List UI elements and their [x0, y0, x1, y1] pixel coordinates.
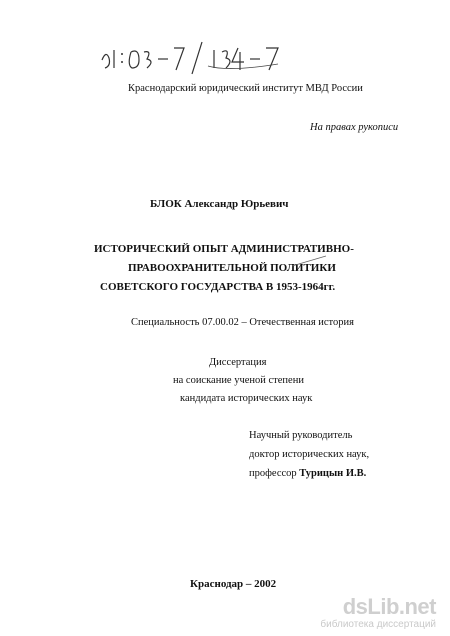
supervisor-name-line [249, 468, 366, 479]
dissertation-line-2: на соискание ученой степени [173, 375, 304, 386]
supervisor-title: профессор [249, 468, 297, 479]
handwritten-archive-number [98, 38, 308, 78]
city-year: Краснодар – 2002 [190, 578, 277, 590]
handwritten-note-drawing [98, 38, 308, 78]
supervisor-degree: доктор исторических наук, [249, 449, 370, 460]
institute-name: Краснодарский юридический институт МВД России [128, 83, 363, 94]
title-line-3: СОВЕТСКОГО ГОСУДАРСТВА В 1953-1964гг. [100, 281, 336, 293]
title-line-1: ИСТОРИЧЕСКИЙ ОПЫТ АДМИНИСТРАТИВНО- [94, 243, 354, 255]
specialty-line: Специальность 07.00.02 – Отечественная история [131, 317, 354, 328]
watermark [320, 594, 436, 630]
rights-note: На правах рукописи [310, 122, 399, 133]
dissertation-line-1: Диссертация [209, 357, 267, 368]
supervisor-name: Турицын И.В. [299, 468, 367, 479]
supervisor-role: Научный руководитель [249, 430, 353, 441]
dissertation-line-3: кандидата исторических наук [180, 393, 313, 404]
author-name: БЛОК Александр Юрьевич [150, 198, 289, 210]
watermark-logo: dsLib.net [342, 594, 436, 619]
pen-mark [290, 252, 330, 272]
title-line-2: ПРАВООХРАНИТЕЛЬНОЙ ПОЛИТИКИ [128, 262, 336, 274]
watermark-subtitle: библиотека диссертаций [320, 619, 436, 630]
